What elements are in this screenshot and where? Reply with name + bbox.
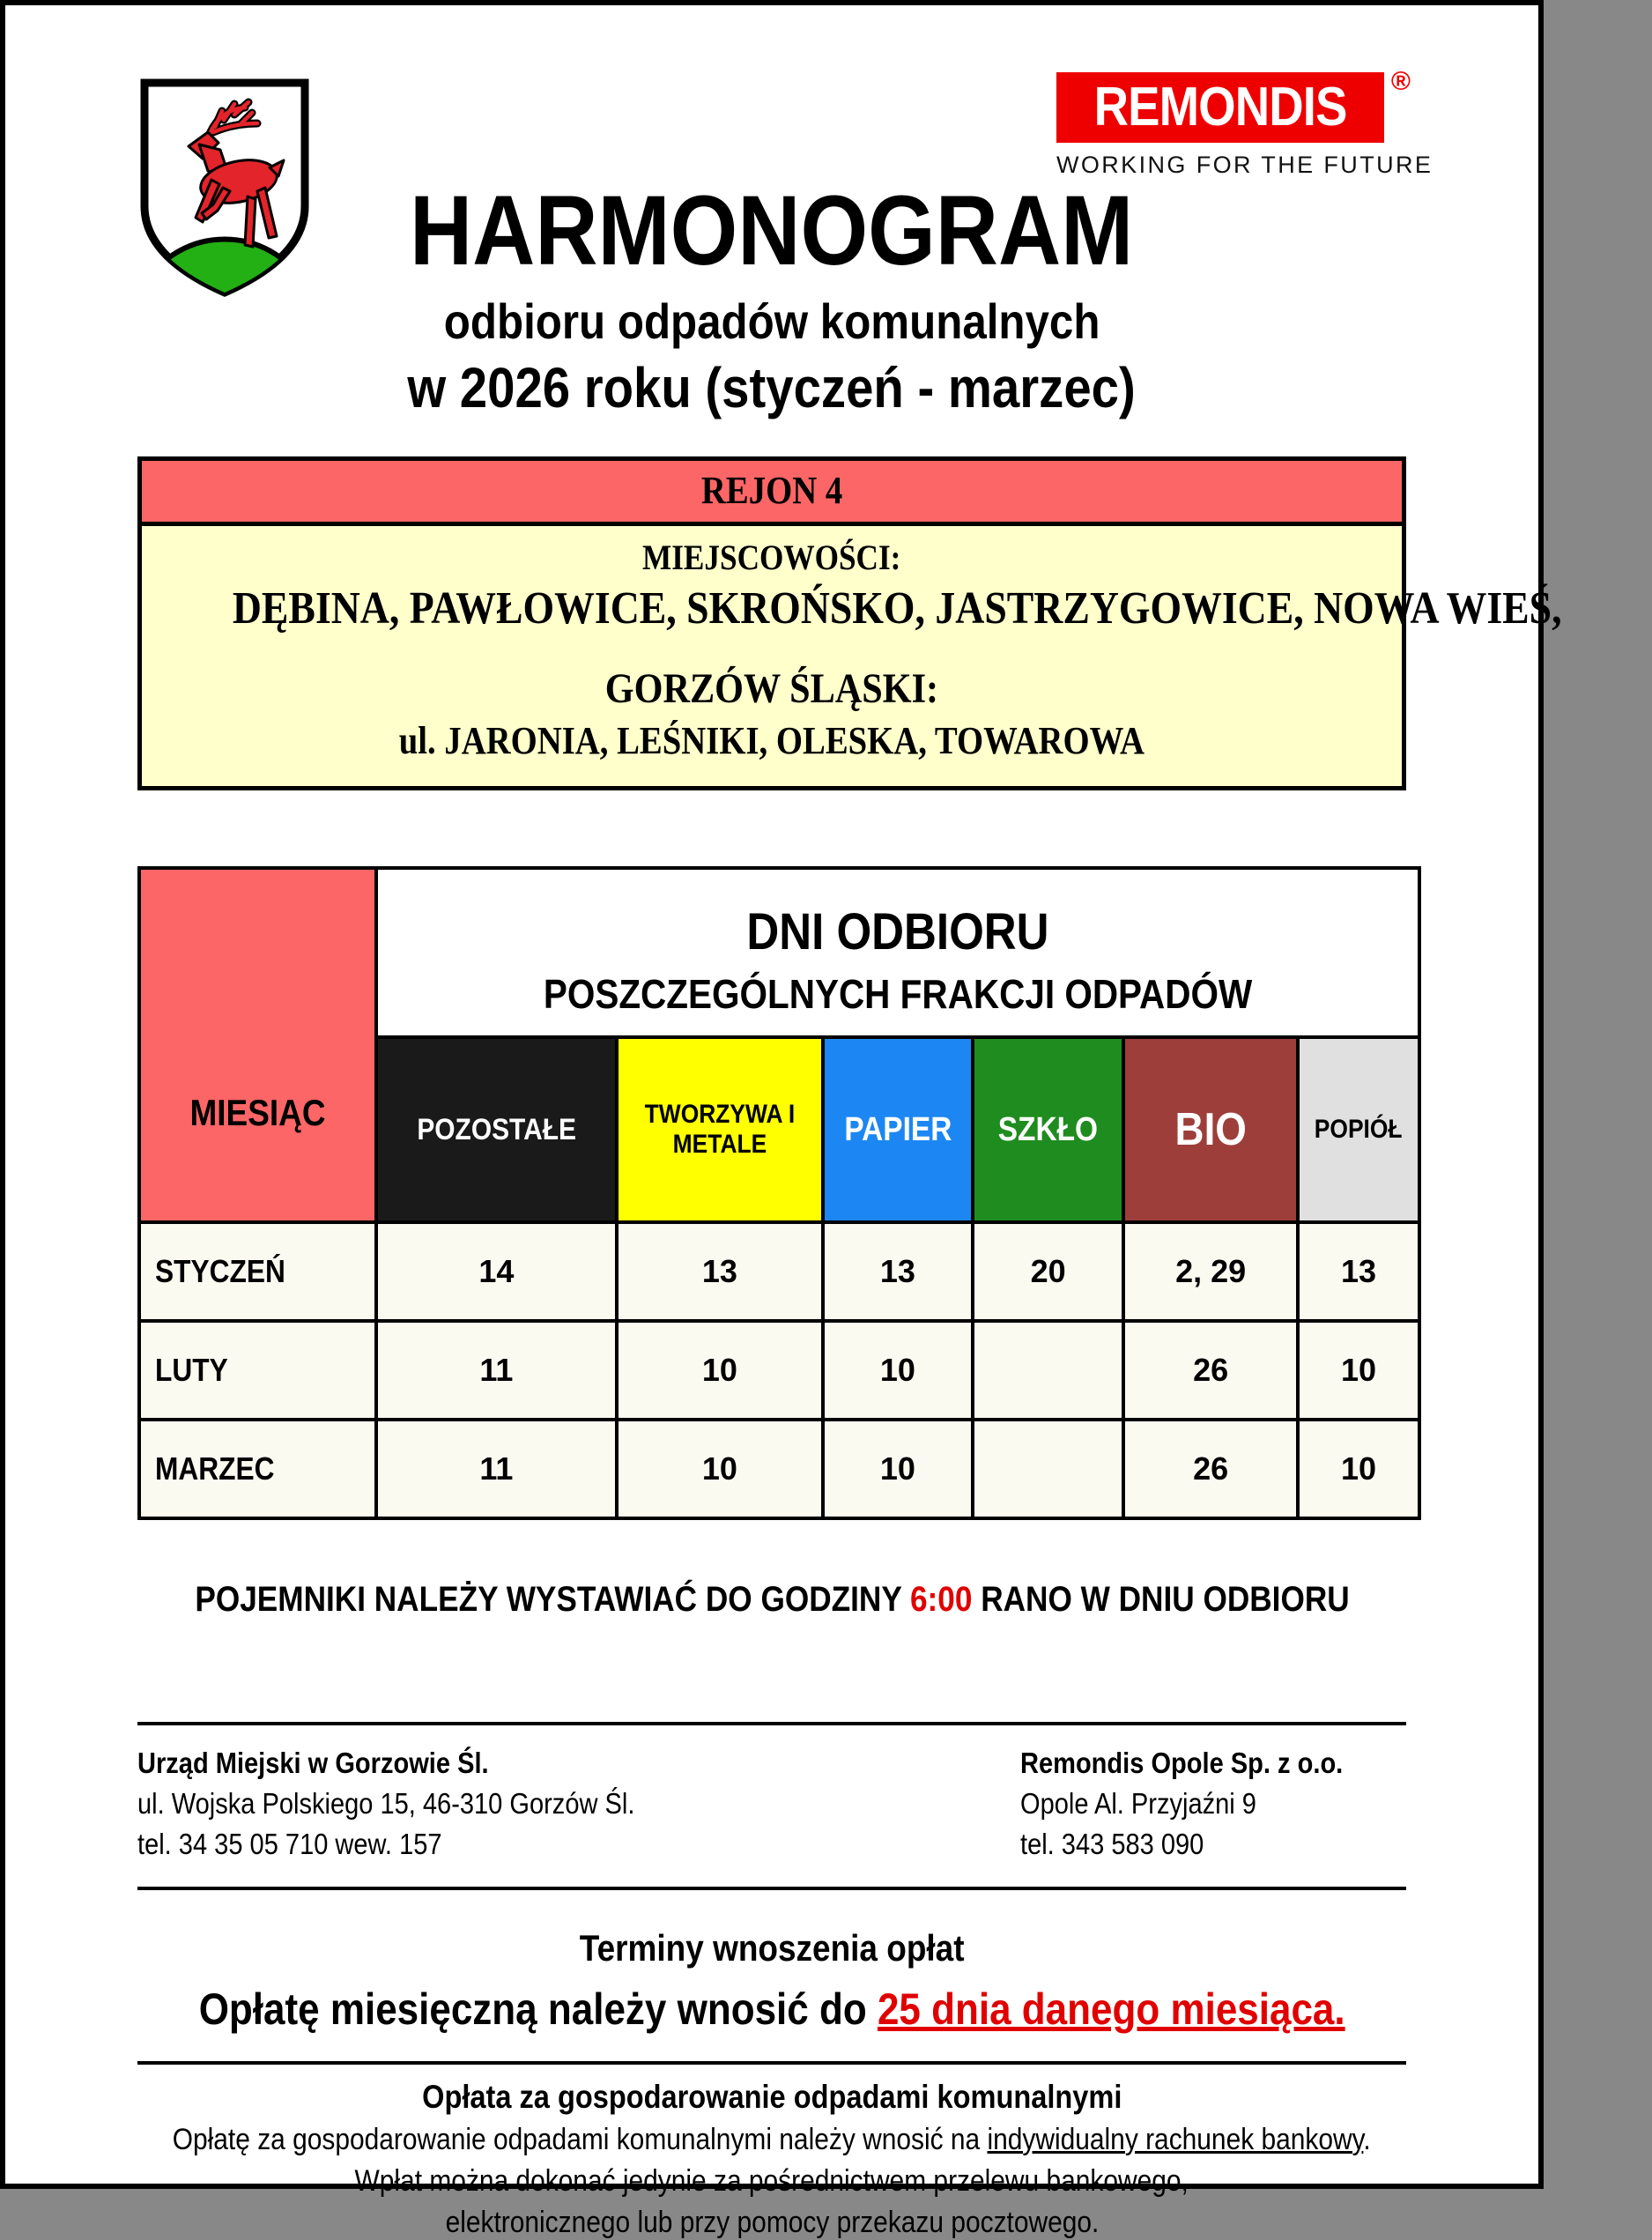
registered-trademark-icon: ® [1390,67,1411,96]
containers-note [5,1580,1538,1620]
region-section [137,456,1562,790]
fraction-header-bio: BIO [1123,1037,1298,1222]
contact-remondis [1020,1743,1406,1865]
day-cell: 14 [376,1222,617,1321]
remondis-wordmark: REMONDIS [1093,77,1347,137]
day-cell: 2, 29 [1123,1222,1298,1321]
day-cell: 13 [617,1222,823,1321]
contact-name: Urząd Miejski w Gorzowie Śl. [137,1747,489,1779]
payment-line-text: Opłatę miesięczną należy wnosić do [198,1984,878,2034]
contact-name: Remondis Opole Sp. z o.o. [1020,1747,1344,1779]
day-cell: 10 [617,1321,823,1420]
payment-terms-heading: Terminy wnoszenia opłat [579,1926,965,1969]
header [5,5,1538,419]
collection-days-title: DNI ODBIORU [746,902,1049,961]
fraction-header-pozostale: POZOSTAŁE [376,1037,617,1222]
day-cell: 20 [973,1222,1123,1321]
fees-line3: elektronicznego lub przy pomocy przekazu pocztowego. [445,2205,1099,2239]
localities-list: DĘBINA, PAWŁOWICE, SKROŃSKO, JASTRZYGOWICE, NOWA WIEŚ, [232,583,1562,634]
streets-list: ul. JARONIA, LEŚNIKI, OLESKA, TOWAROWA [398,719,1145,762]
localities-box [142,526,1562,786]
note-text: RANO W DNIU ODBIORU [971,1580,1350,1619]
fees-section: Opłata za gospodarowanie odpadami komunalnymi Opłatę za gospodarowanie odpadami komunalnymi należy wnosić na indywidualny rachunek bankowy. Wpłat można dokonać jedynie za pośrednictwem przelewu bankowego, elektronicznego lub przy pomocy przekazu pocztowego. [173,2078,1371,2239]
contact-phone: tel. 34 35 05 710 wew. 157 [137,1828,442,1861]
note-text: POJEMNIKI NALEŻY WYSTAWIAĆ DO GODZINY [194,1580,910,1619]
schedule-table [137,866,1421,1520]
contacts-section [137,1722,1406,1890]
month-cell: MARZEC [139,1420,376,1518]
contact-phone: tel. 343 583 090 [1020,1828,1204,1861]
page-title: HARMONOGRAM [410,175,1134,286]
section-divider [137,2061,1406,2065]
month-cell: STYCZEŃ [139,1222,376,1321]
page-subtitle-2: w 2026 roku (styczeń - marzec) [407,356,1137,419]
day-cell: 11 [376,1321,617,1420]
region-title: REJON 4 [700,469,843,512]
month-cell: LUTY [139,1321,376,1420]
city-crest-icon [136,76,314,300]
day-cell: 10 [1298,1420,1419,1518]
contact-address: Opole Al. Przyjaźni 9 [1020,1787,1256,1821]
remondis-tagline: WORKING FOR THE FUTURE [1056,152,1433,178]
city-label: GORZÓW ŚLĄSKI: [604,665,939,712]
remondis-logo [1056,67,1433,179]
region-banner [142,461,1402,526]
note-time: 6:00 [909,1580,972,1619]
day-cell: 10 [823,1420,973,1518]
page-subtitle-1: odbioru odpadów komunalnych [443,293,1100,349]
collection-days-subtitle: POSZCZEGÓLNYCH FRAKCJI ODPADÓW [543,970,1253,1017]
fees-bank-account: indywidualny rachunek bankowy [987,2122,1364,2156]
remondis-logo-box [1056,67,1411,143]
day-cell [973,1420,1123,1518]
day-cell: 13 [823,1222,973,1321]
day-cell: 26 [1123,1420,1298,1518]
payment-terms-section [5,1927,1538,2035]
fraction-header-szklo: SZKŁO [973,1037,1123,1222]
collection-days-header [376,868,1419,1037]
table-row-styczen [139,1222,1419,1321]
month-column-header: MIESIĄC [139,868,376,1222]
day-cell [973,1321,1123,1420]
fees-line2: Wpłat można dokonać jedynie za pośrednictwem przelewu bankowego, [354,2163,1189,2198]
payment-deadline: 25 dnia danego miesiąca. [877,1984,1345,2034]
table-row-luty [139,1321,1419,1420]
day-cell: 10 [823,1321,973,1420]
day-cell: 10 [1298,1321,1419,1420]
table-row-marzec [139,1420,1419,1518]
fraction-header-tworzywa-i-metale: TWORZYWA I METALE [617,1037,823,1222]
fees-line1-text: Opłatę za gospodarowanie odpadami komunalnymi należy wnosić na [173,2122,988,2156]
day-cell: 13 [1298,1222,1419,1321]
fees-heading: Opłata za gospodarowanie odpadami komunalnymi [421,2078,1122,2115]
day-cell: 26 [1123,1321,1298,1420]
contact-city-office [137,1743,702,1865]
day-cell: 10 [617,1420,823,1518]
localities-label: MIEJSCOWOŚCI: [642,538,901,577]
contact-address: ul. Wojska Polskiego 15, 46-310 Gorzów Śl. [137,1787,635,1821]
fraction-header-papier: PAPIER [823,1037,973,1222]
day-cell: 11 [376,1420,617,1518]
fraction-header-popiol: POPIÓŁ [1298,1037,1419,1222]
